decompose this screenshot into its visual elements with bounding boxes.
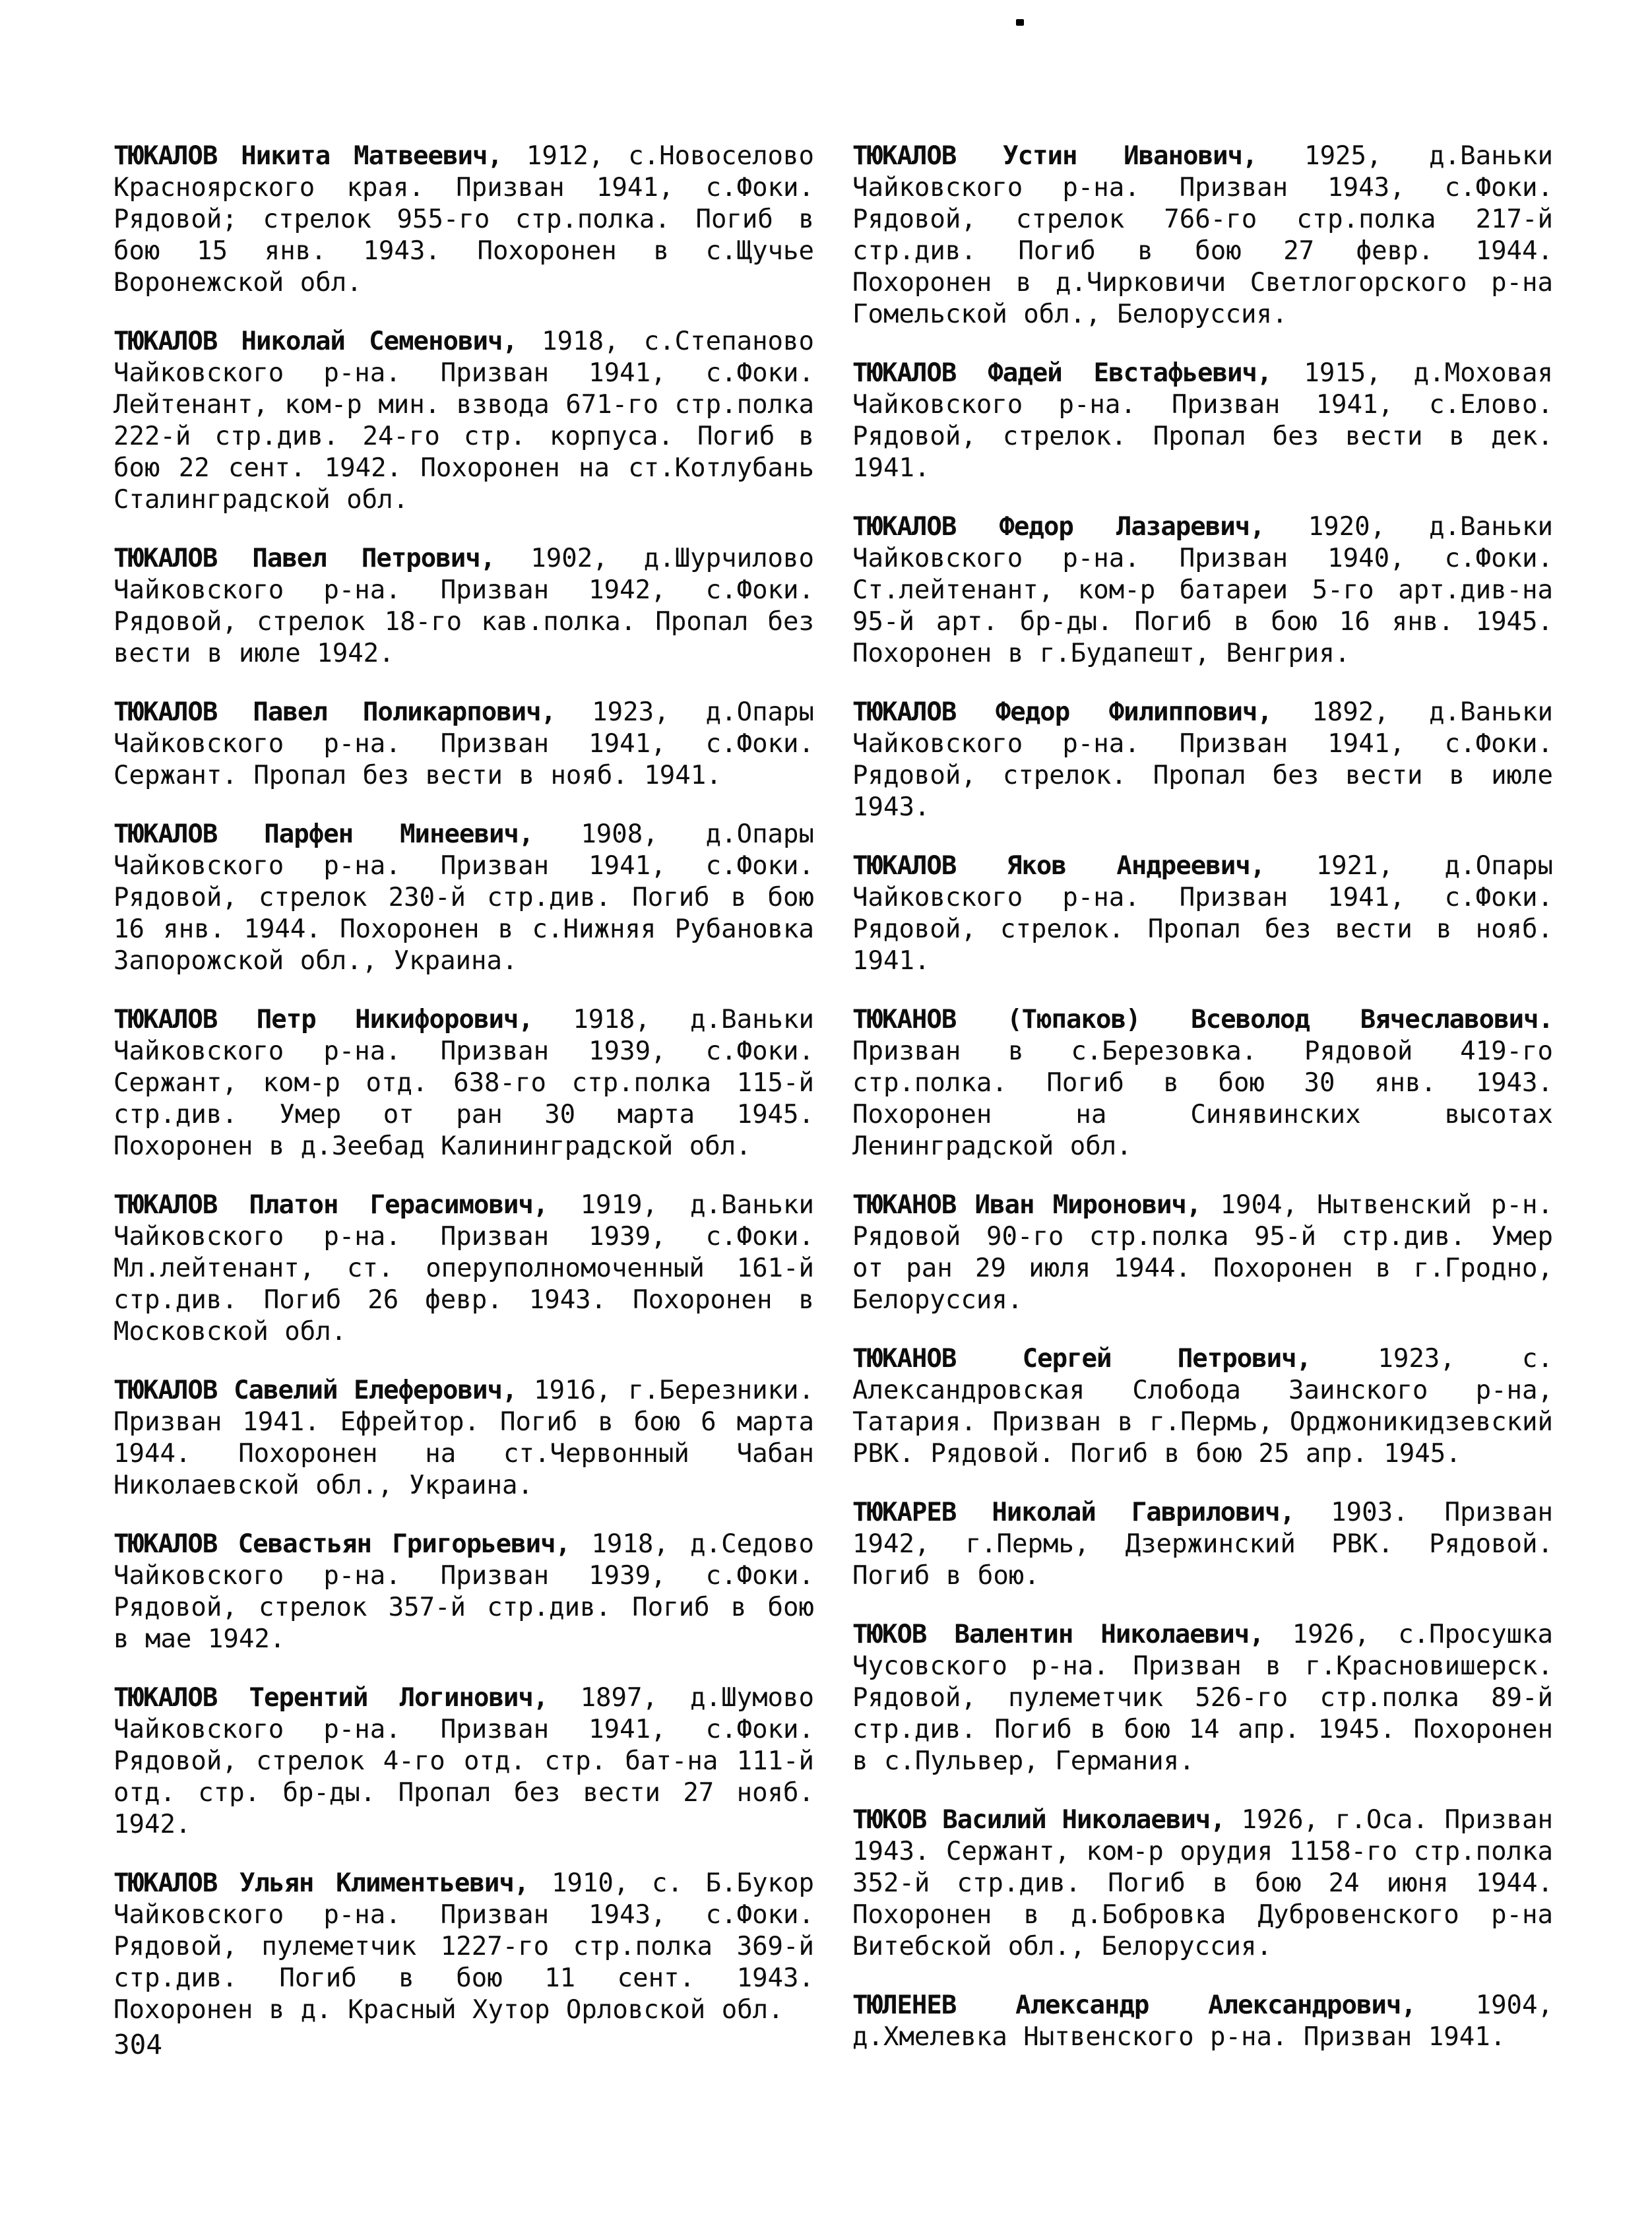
entry-text: 1918, д.Седово Чайковского р-на. Призван 1939, с.Фоки. Рядовой, стрелок 357-й стр.див. Погиб в бою в мае 1942. (113, 1529, 814, 1654)
entry-text: 1904, д.Хмелевка Нытвенского р-на. Призван 1941. (852, 1990, 1553, 2052)
memorial-entry (852, 1804, 1553, 1963)
entry-text: 1921, д.Опары Чайковского р-на. Призван 1941, с.Фоки. Рядовой, стрелок. Пропал без вести в нояб. 1941. (852, 851, 1553, 976)
entry-name: ТЮКАЛОВ Петр Никифорович, (113, 1005, 533, 1034)
entry-name: ТЮКАЛОВ Платон Герасимович, (113, 1190, 548, 1220)
entry-name: ТЮКАЛОВ Ульян Климентьевич, (113, 1868, 529, 1898)
memorial-entry (113, 1682, 814, 1841)
memorial-entry (113, 1529, 814, 1655)
memorial-entry (852, 1343, 1553, 1470)
entry-text: 1926, г.Оса. Призван 1943. Сержант, ком-р орудия 1158-го стр.полка 352-й стр.див. Погиб в бою 24 июня 1944. Похоронен в д.Бобровка Дубровенского р-на Витебской обл., Белоруссия. (852, 1805, 1554, 1961)
memorial-entry (852, 358, 1553, 484)
entry-text: 1908, д.Опары Чайковского р-на. Призван 1941, с.Фоки. Рядовой, стрелок 230-й стр.див. Погиб в бою 16 янв. 1944. Похоронен в с.Нижняя Рубановка Запорожской обл., Украина. (113, 819, 814, 976)
entry-text: 1897, д.Шумово Чайковского р-на. Призван 1941, с.Фоки. Рядовой, стрелок 4-го отд. стр. бат-на 111-й отд. стр. бр-ды. Пропал без вести 27 нояб. 1942. (113, 1683, 814, 1839)
entry-text: 1920, д.Ваньки Чайковского р-на. Призван 1940, с.Фоки. Ст.лейтенант, ком-р батареи 5-го арт.див-на 95-й арт. бр-ды. Погиб в бою 16 янв. 1945. Похоронен в г.Будапешт, Венгрия. (852, 512, 1553, 668)
entry-name: ТЮКОВ Валентин Николаевич, (852, 1620, 1264, 1649)
entry-name: ТЮКОВ Василий Николаевич, (852, 1805, 1225, 1835)
entry-text: 1892, д.Ваньки Чайковского р-на. Призван 1941, с.Фоки. Рядовой, стрелок. Пропал без вести в июле 1943. (852, 697, 1553, 822)
memorial-entry (852, 141, 1553, 331)
entry-text: 1925, д.Ваньки Чайковского р-на. Призван 1943, с.Фоки. Рядовой, стрелок 766-го стр.полка 217-й стр.див. Погиб в бою 27 февр. 1944. Похоронен в д.Чирковичи Светлогорского р-на Гомельской обл., Белоруссия. (852, 141, 1553, 329)
memorial-entry (113, 141, 814, 299)
entry-name: ТЮКАЛОВ Севастьян Григорьевич, (113, 1529, 571, 1559)
memorial-entry (113, 697, 814, 792)
memorial-entry (852, 511, 1553, 670)
entry-name: ТЮКАНОВ Иван Миронович, (852, 1190, 1201, 1220)
entry-name: ТЮКАЛОВ Терентий Логинович, (113, 1683, 548, 1713)
entry-text: 1923, с. Александровская Слобода Заинского р-на, Татария. Призван в г.Пермь, Орджоникидзевский РВК. Рядовой. Погиб в бою 25 апр. 1945. (852, 1344, 1553, 1469)
entry-name: ТЮКАЛОВ Никита Матвеевич, (113, 141, 502, 171)
memorial-entry (113, 1190, 814, 1348)
entry-text: 1919, д.Ваньки Чайковского р-на. Призван 1939, с.Фоки. Мл.лейтенант, ст. оперуполномоченный 161-й стр.див. Погиб 26 февр. 1943. Похоронен в Московской обл. (113, 1190, 814, 1347)
entry-name: ТЮКАЛОВ Федор Филиппович, (852, 697, 1272, 727)
entry-name: ТЮКАНОВ Сергей Петрович, (852, 1344, 1312, 1374)
entry-name: ТЮЛЕНЕВ Александр Александрович, (852, 1990, 1416, 2020)
entry-name: ТЮКАЛОВ Николай Семенович, (113, 327, 517, 356)
memorial-entry (852, 850, 1553, 977)
memorial-entry (113, 819, 814, 977)
memorial-entry (852, 1619, 1553, 1777)
entry-name: ТЮКАНОВ (Тюпаков) Всеволод Вячеславович. (852, 1005, 1553, 1034)
memorial-entry (852, 1004, 1553, 1162)
memorial-entry (852, 697, 1553, 823)
entry-name: ТЮКАРЕВ Николай Гаврилович, (852, 1498, 1295, 1527)
entry-text: 1918, д.Ваньки Чайковского р-на. Призван 1939, с.Фоки. Сержант, ком-р отд. 638-го стр.полка 115-й стр.див. Умер от ран 30 марта 1945. Похоронен в д.Зеебад Калининградской обл. (113, 1005, 814, 1161)
entry-text: 1916, г.Березники. Призван 1941. Ефрейтор. Погиб в бою 6 марта 1944. Похоронен на ст.Червонный Чабан Николаевской обл., Украина. (113, 1376, 815, 1500)
memorial-entry (113, 1868, 814, 2026)
entry-text: 1912, с.Новоселово Красноярского края. Призван 1941, с.Фоки. Рядовой; стрелок 955-го стр.полка. Погиб в бою 15 янв. 1943. Похоронен в с.Щучье Воронежской обл. (113, 141, 814, 298)
entry-name: ТЮКАЛОВ Устин Иванович, (852, 141, 1257, 171)
left-column (113, 141, 814, 2026)
entry-name: ТЮКАЛОВ Павел Поликарпович, (113, 697, 556, 727)
memorial-entry (113, 543, 814, 670)
memorial-entry (113, 1004, 814, 1162)
entry-text: 1918, с.Степаново Чайковского р-на. Призван 1941, с.Фоки. Лейтенант, ком-р мин. взвода 671-го стр.полка 222-й стр.див. 24-го стр. корпуса. Погиб в бою 22 сент. 1942. Похоронен на ст.Котлубань Сталинградской обл. (113, 327, 814, 515)
memorial-entry (852, 1990, 1553, 2053)
memorial-entry (113, 1375, 814, 1502)
entry-text: 1904, Нытвенский р-н. Рядовой 90-го стр.полка 95-й стр.див. Умер от ран 29 июля 1944. Похоронен в г.Гродно, Белоруссия. (852, 1190, 1553, 1315)
entry-name: ТЮКАЛОВ Федор Лазаревич, (852, 512, 1265, 542)
memorial-entry (113, 326, 814, 516)
scan-artifact-dot (1016, 19, 1024, 26)
memorial-entry (852, 1497, 1553, 1592)
entry-text: 1910, с. Б.Букор Чайковского р-на. Призван 1943, с.Фоки. Рядовой, пулеметчик 1227-го стр.полка 369-й стр.див. Погиб в бою 11 сент. 1943. Похоронен в д. Красный Хутор Орловской обл. (113, 1868, 814, 2025)
entry-text: 1915, д.Моховая Чайковского р-на. Призван 1941, с.Елово. Рядовой, стрелок. Пропал без вести в дек. 1941. (852, 358, 1554, 483)
entry-name: ТЮКАЛОВ Яков Андреевич, (852, 851, 1265, 881)
entry-text: 1903. Призван 1942, г.Пермь, Дзержинский РВК. Рядовой. Погиб в бою. (852, 1498, 1553, 1591)
entry-name: ТЮКАЛОВ Павел Петрович, (113, 544, 495, 573)
entry-text: 1923, д.Опары Чайковского р-на. Призван 1941, с.Фоки. Сержант. Пропал без вести в нояб. 1941. (113, 697, 814, 790)
entry-text: 1926, с.Просушка Чусовского р-на. Призван в г.Красновишерск. Рядовой, пулеметчик 526-го стр.полка 89-й стр.див. Погиб в бою 14 апр. 1945. Похоронен в с.Пульвер, Германия. (852, 1620, 1553, 1776)
memorial-entry (852, 1190, 1553, 1316)
entry-name: ТЮКАЛОВ Савелий Елеферович, (113, 1376, 517, 1405)
page-number: 304 (113, 2029, 163, 2060)
entry-name: ТЮКАЛОВ Фадей Евстафьевич, (852, 358, 1272, 388)
entry-text: 1902, д.Шурчилово Чайковского р-на. Призван 1942, с.Фоки. Рядовой, стрелок 18-го кав.полка. Пропал без вести в июле 1942. (113, 544, 814, 668)
entry-text: Призван в с.Березовка. Рядовой 419-го стр.полка. Погиб в бою 30 янв. 1943. Похоронен на Синявинских высотах Ленинградской обл. (852, 1036, 1553, 1161)
right-column (852, 141, 1553, 2053)
entry-name: ТЮКАЛОВ Парфен Минеевич, (113, 819, 534, 849)
